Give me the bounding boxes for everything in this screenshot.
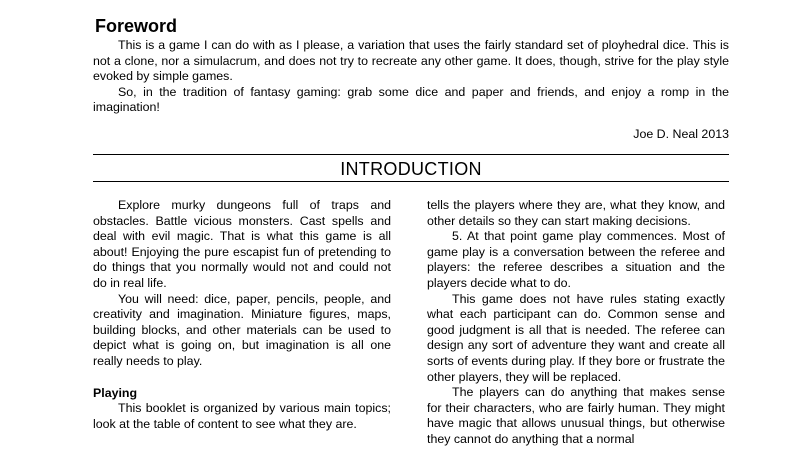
body-paragraph-continued: tells the players where they are, what they know, and other details so they can start making decisions. bbox=[427, 198, 725, 228]
section-divider-top bbox=[93, 154, 729, 155]
foreword-body bbox=[93, 38, 729, 116]
body-paragraph: The players can do anything that makes sense for their characters, who are fairly human. They might have magic that allows unusual things, but otherwise they cannot do anything that a normal bbox=[427, 385, 725, 446]
body-paragraph: 5. At that point game play commences. Most of game play is a conversation between the referee and players: the referee describes a situation and the players decide what to do. bbox=[427, 229, 725, 290]
subheading-playing: Playing bbox=[93, 385, 138, 400]
foreword-heading: Foreword bbox=[95, 16, 178, 36]
author-signature: Joe D. Neal 2013 bbox=[633, 127, 729, 141]
foreword-paragraph: This is a game I can do with as I please, a variation that uses the fairly standard set of ployhedral dice. This is not a clone, nor a simulacrum, and does not try to recreate any other game. It does, though, strive for the play style evoked by simple games. bbox=[93, 38, 729, 83]
body-paragraph: Explore murky dungeons full of traps and obstacles. Battle vicious monsters. Cast spells and deal with evil magic. That is what this game is all about! Enjoying the pure escapist fun of pretending to do things that you normally would not and could not do in real life. bbox=[93, 198, 391, 290]
left-column bbox=[93, 198, 391, 432]
body-paragraph: This booklet is organized by various main topics; look at the table of content to see what they are. bbox=[93, 401, 391, 431]
right-column bbox=[427, 198, 725, 448]
section-title: INTRODUCTION bbox=[340, 159, 482, 179]
section-divider-bottom bbox=[93, 181, 729, 182]
body-paragraph: You will need: dice, paper, pencils, people, and creativity and imagination. Miniature figures, maps, building blocks, and other materials can be used to depict what is going on, but imagination is all one really needs to play. bbox=[93, 291, 391, 368]
document-page bbox=[93, 0, 729, 450]
body-paragraph: This game does not have rules stating exactly what each participant can do. Common sense and good judgment is all that is needed. The referee can design any sort of adventure they want and create all sorts of events during play. If they bore or frustrate the other players, they will be replaced. bbox=[427, 291, 725, 384]
paragraph-spacer bbox=[93, 370, 391, 386]
foreword-paragraph: So, in the tradition of fantasy gaming: grab some dice and paper and friends, and enjoy a romp in the imagination! bbox=[93, 84, 729, 114]
